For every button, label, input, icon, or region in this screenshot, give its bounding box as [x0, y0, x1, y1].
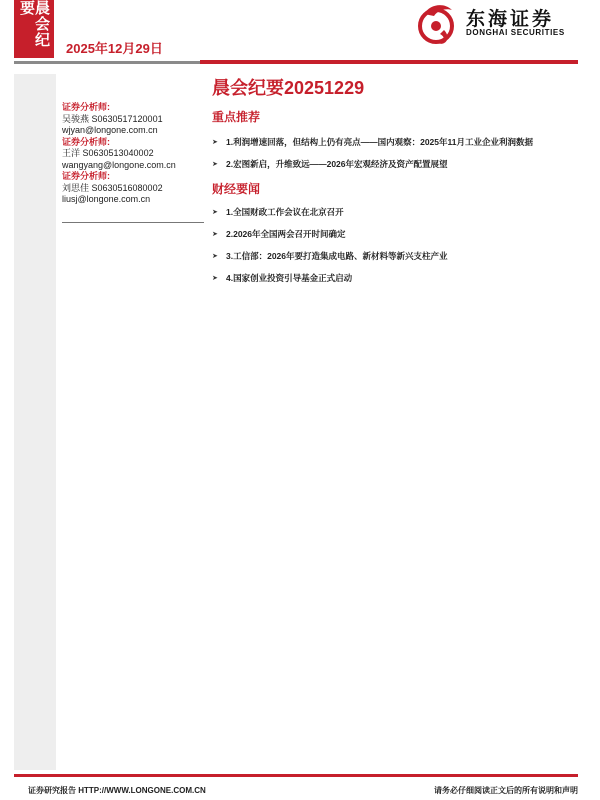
logo-text-cn: 东海证券 — [466, 9, 555, 30]
arrow-bullet-icon: ➤ — [212, 209, 218, 216]
list-item-label: 4.国家创业投资引导基金正式启动 — [226, 273, 353, 283]
analyst-name-id: 吴骏燕 S0630517120001 — [62, 113, 163, 124]
list-item[interactable] — [212, 250, 448, 262]
analyst-email[interactable]: liusj@longone.com.cn — [62, 194, 151, 204]
footer-website[interactable]: 证券研究报告 HTTP://WWW.LONGONE.COM.CN — [28, 786, 206, 795]
arrow-bullet-icon: ➤ — [212, 231, 218, 238]
report-type-label: 晨会纪要 — [18, 0, 50, 48]
analyst-entry — [62, 137, 208, 172]
analyst-entry — [62, 102, 208, 137]
list-item[interactable] — [212, 136, 533, 148]
dragon-logo-icon — [414, 0, 462, 48]
list-item-label: 1.全国财政工作会议在北京召开 — [226, 207, 344, 217]
list-item[interactable] — [212, 158, 448, 170]
list-item[interactable] — [212, 272, 352, 284]
footer-divider — [14, 774, 578, 777]
list-item-label: 1.利润增速回落，但结构上仍有亮点——国内观察：2025年11月工业企业利润数据 — [226, 137, 533, 147]
analyst-email[interactable]: wjyan@longone.com.cn — [62, 125, 158, 135]
page-title: 晨会纪要20251229 — [212, 78, 365, 98]
list-item-label: 2.2026年全国两会召开时间确定 — [226, 229, 346, 239]
company-logo — [414, 0, 584, 50]
list-item-label: 2.宏图新启，升维致远——2026年宏观经济及资产配置展望 — [226, 159, 448, 169]
analyst-list — [62, 102, 208, 206]
analyst-entry — [62, 171, 208, 206]
logo-text-en: DONGHAI SECURITIES — [466, 28, 565, 37]
arrow-bullet-icon: ➤ — [212, 139, 218, 146]
analyst-email[interactable]: wangyang@longone.com.cn — [62, 159, 176, 170]
report-type-tab — [14, 0, 54, 58]
list-item[interactable] — [212, 206, 344, 218]
analyst-role: 证券分析师: — [62, 102, 110, 112]
list-item-label: 3.工信部：2026年要打造集成电路、新材料等新兴支柱产业 — [226, 251, 448, 261]
header-accent-divider — [200, 60, 578, 64]
arrow-bullet-icon: ➤ — [212, 275, 218, 282]
analyst-role: 证券分析师: — [62, 136, 110, 147]
section-title-financial-news: 财经要闻 — [212, 182, 261, 196]
report-date: 2025年12月29日 — [66, 41, 163, 56]
list-item[interactable] — [212, 228, 346, 240]
analyst-role: 证券分析师: — [62, 171, 110, 181]
analyst-name-id: 王洋 S0630513040002 — [62, 148, 154, 158]
section-title-key-recommendations: 重点推荐 — [212, 110, 261, 124]
sidebar-panel — [14, 74, 56, 770]
arrow-bullet-icon: ➤ — [212, 161, 218, 168]
footer-disclaimer: 请务必仔细阅读正文后的所有说明和声明 — [434, 786, 578, 795]
analyst-name-id: 刘思佳 S0630516080002 — [62, 182, 163, 193]
analyst-divider — [62, 222, 204, 223]
arrow-bullet-icon: ➤ — [212, 253, 218, 260]
